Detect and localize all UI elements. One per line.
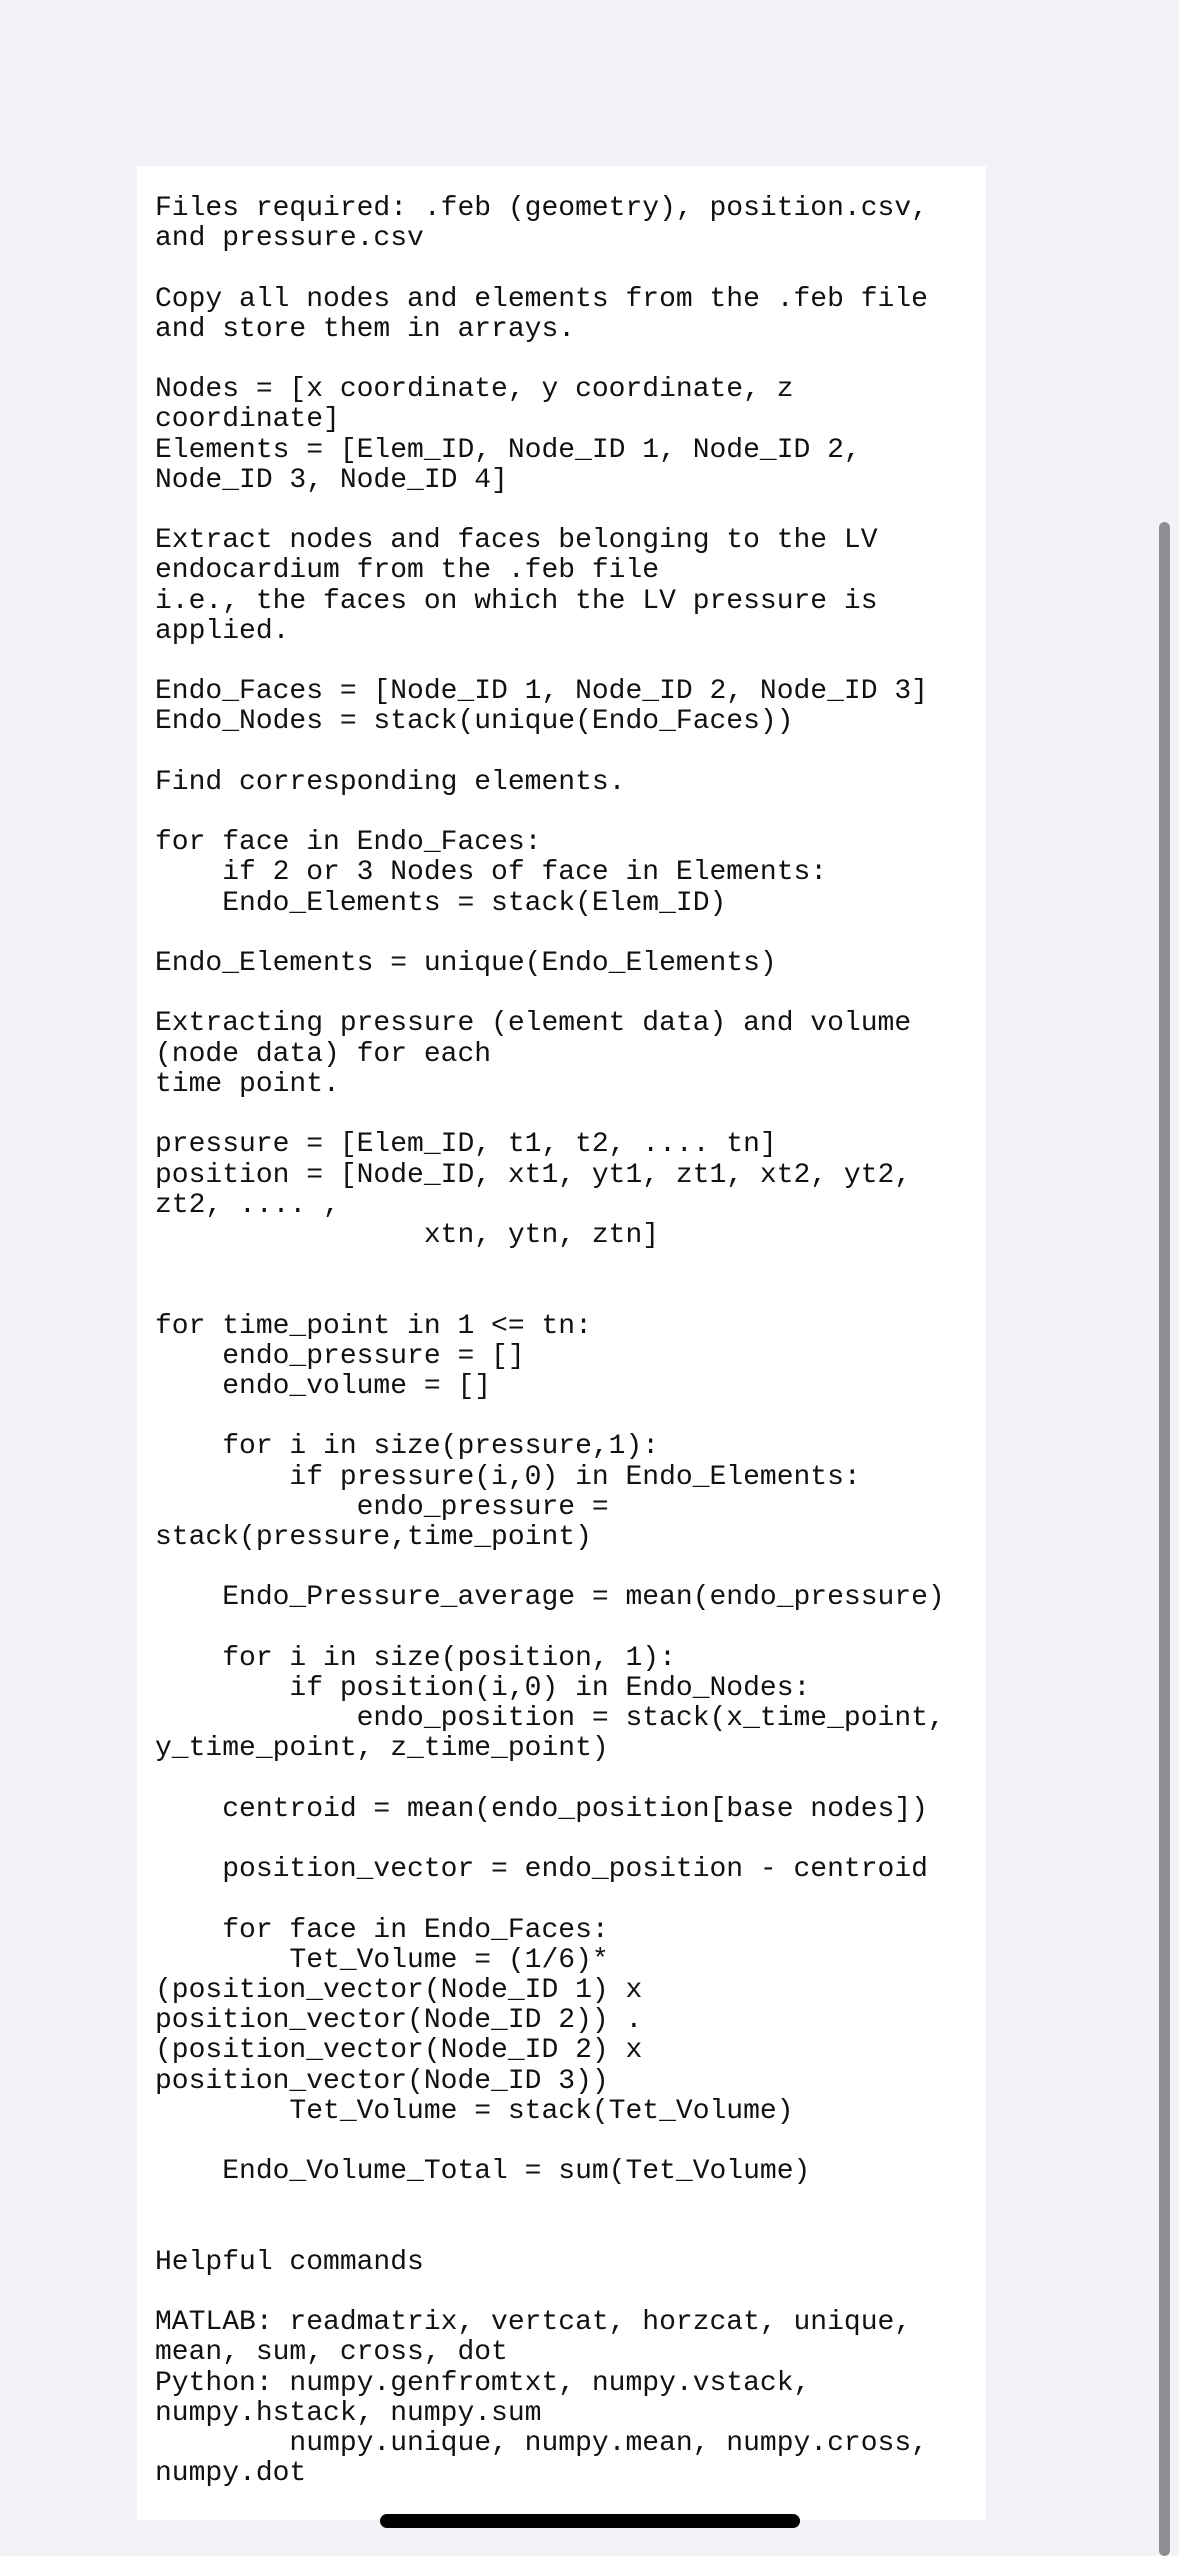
text-line: position = [Node_ID, xt1, yt1, zt1, xt2, yt2, bbox=[155, 1159, 912, 1191]
text-line: (position_vector(Node_ID 1) x bbox=[155, 1974, 643, 2006]
text-line: Endo_Nodes = stack(unique(Endo_Faces)) bbox=[155, 706, 794, 738]
document-page bbox=[137, 166, 986, 2520]
text-line bbox=[155, 1281, 980, 1311]
text-line: endo_pressure = bbox=[155, 1491, 609, 1523]
text-line: i.e., the faces on which the LV pressure is bbox=[155, 585, 878, 617]
text-line: Endo_Elements = unique(Endo_Elements) bbox=[155, 948, 777, 980]
text-line: Extracting pressure (element data) and volume bbox=[155, 1008, 912, 1040]
text-line: Elements = [Elem_ID, Node_ID 1, Node_ID 2, bbox=[155, 434, 861, 466]
text-line: Endo_Volume_Total = sum(Tet_Volume) bbox=[155, 2156, 811, 2188]
text-line: position_vector(Node_ID 2)) . bbox=[155, 2005, 643, 2037]
text-line: if pressure(i,0) in Endo_Elements: bbox=[155, 1461, 861, 1493]
text-line: MATLAB: readmatrix, vertcat, horzcat, unique, bbox=[155, 2307, 912, 2339]
text-line bbox=[155, 1553, 980, 1583]
text-line: numpy.unique, numpy.mean, numpy.cross, bbox=[155, 2428, 928, 2460]
text-line: numpy.dot bbox=[155, 2458, 307, 2490]
text-line: time point. bbox=[155, 1068, 340, 1100]
document-text bbox=[155, 194, 980, 2489]
text-line bbox=[155, 2187, 980, 2217]
text-line: Tet_Volume = stack(Tet_Volume) bbox=[155, 2095, 794, 2127]
text-line: Find corresponding elements. bbox=[155, 766, 626, 798]
text-line bbox=[155, 2278, 980, 2308]
text-line: for face in Endo_Faces: bbox=[155, 1914, 609, 1946]
text-line: endo_volume = [] bbox=[155, 1370, 492, 1402]
text-line: endocardium from the .feb file bbox=[155, 555, 660, 587]
text-line: Files required: .feb (geometry), position.csv, bbox=[155, 193, 928, 224]
text-line bbox=[155, 2218, 980, 2248]
text-line bbox=[155, 254, 980, 284]
text-line: for time_point in 1 <= tn: bbox=[155, 1310, 592, 1342]
text-line: Endo_Pressure_average = mean(endo_pressure) bbox=[155, 1582, 945, 1614]
text-line: Endo_Faces = [Node_ID 1, Node_ID 2, Node_ID 3] bbox=[155, 676, 928, 708]
text-line: coordinate] bbox=[155, 404, 340, 436]
text-line bbox=[155, 979, 980, 1009]
text-line bbox=[155, 1765, 980, 1795]
text-line: xtn, ytn, ztn] bbox=[155, 1219, 660, 1251]
text-line bbox=[155, 1251, 980, 1281]
text-line bbox=[155, 738, 980, 768]
text-line: Helpful commands bbox=[155, 2246, 424, 2278]
text-line: Tet_Volume = (1/6)* bbox=[155, 1944, 609, 1976]
text-line: y_time_point, z_time_point) bbox=[155, 1733, 609, 1765]
text-line: position_vector(Node_ID 3)) bbox=[155, 2065, 609, 2097]
vertical-scrollbar[interactable] bbox=[1159, 522, 1170, 2556]
text-line bbox=[155, 798, 980, 828]
text-line bbox=[155, 1825, 980, 1855]
home-indicator[interactable] bbox=[380, 2514, 800, 2528]
text-line: Node_ID 3, Node_ID 4] bbox=[155, 464, 508, 496]
text-line bbox=[155, 2127, 980, 2157]
text-line: and pressure.csv bbox=[155, 223, 424, 255]
text-line bbox=[155, 345, 980, 375]
text-line: pressure = [Elem_ID, t1, t2, .... tn] bbox=[155, 1129, 777, 1161]
text-line: and store them in arrays. bbox=[155, 313, 576, 345]
text-line: if 2 or 3 Nodes of face in Elements: bbox=[155, 857, 828, 889]
text-line: for face in Endo_Faces: bbox=[155, 827, 542, 859]
text-line: Endo_Elements = stack(Elem_ID) bbox=[155, 887, 727, 919]
text-line: position_vector = endo_position - centroid bbox=[155, 1854, 928, 1886]
text-line: for i in size(pressure,1): bbox=[155, 1431, 660, 1463]
text-line: (node data) for each bbox=[155, 1038, 492, 1070]
text-line: Extract nodes and faces belonging to the LV bbox=[155, 525, 878, 557]
text-line: zt2, .... , bbox=[155, 1189, 340, 1221]
text-line: centroid = mean(endo_position[base nodes]) bbox=[155, 1793, 928, 1825]
text-line: (position_vector(Node_ID 2) x bbox=[155, 2035, 643, 2067]
text-line: endo_pressure = [] bbox=[155, 1340, 525, 1372]
text-line bbox=[155, 496, 980, 526]
text-line: mean, sum, cross, dot bbox=[155, 2337, 508, 2369]
text-line: Python: numpy.genfromtxt, numpy.vstack, bbox=[155, 2367, 811, 2399]
text-line: numpy.hstack, numpy.sum bbox=[155, 2397, 542, 2429]
text-line: stack(pressure,time_point) bbox=[155, 1521, 592, 1553]
text-line bbox=[155, 1614, 980, 1644]
text-line bbox=[155, 1885, 980, 1915]
text-line: for i in size(position, 1): bbox=[155, 1642, 676, 1674]
text-line: if position(i,0) in Endo_Nodes: bbox=[155, 1672, 811, 1704]
text-line: applied. bbox=[155, 615, 290, 647]
text-line bbox=[155, 1402, 980, 1432]
text-line bbox=[155, 919, 980, 949]
text-line bbox=[155, 1100, 980, 1130]
text-line: Copy all nodes and elements from the .feb file bbox=[155, 283, 928, 315]
text-line bbox=[155, 647, 980, 677]
text-line: endo_position = stack(x_time_point, bbox=[155, 1703, 945, 1735]
text-line: Nodes = [x coordinate, y coordinate, z bbox=[155, 374, 794, 406]
